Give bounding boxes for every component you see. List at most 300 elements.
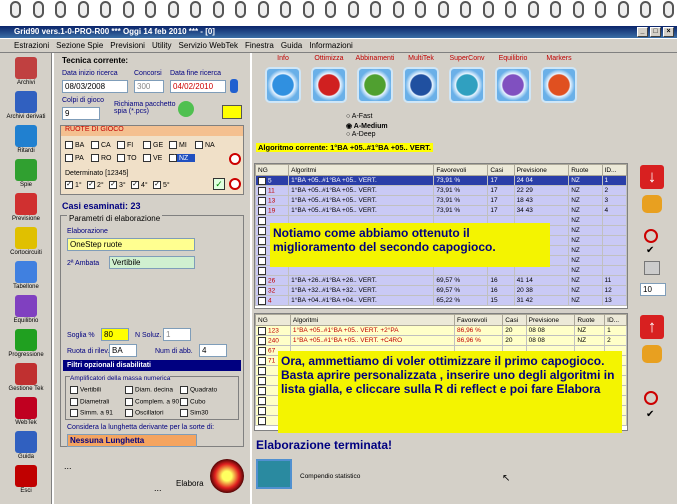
sidebar-item-4[interactable] xyxy=(0,193,52,222)
ellipsis: ... xyxy=(64,461,72,471)
table-cell: 17 xyxy=(488,196,514,206)
det-checkbox-2[interactable]: ✓ 3° xyxy=(110,181,126,189)
table-cell: 11 xyxy=(602,276,626,286)
table-cell: 1°BA +05..#1°BA +05.. VERT. xyxy=(289,196,434,206)
table-cell: 17 xyxy=(488,176,514,186)
table-cell: 08 08 xyxy=(526,336,575,346)
spiral-ring xyxy=(460,1,471,18)
table-cell xyxy=(602,266,626,276)
table-cell: NZ xyxy=(569,246,602,256)
column-header[interactable]: Favorevoli xyxy=(455,315,503,326)
table-row[interactable] xyxy=(256,186,627,196)
table-cell: NZ xyxy=(569,216,602,226)
table-row[interactable] xyxy=(256,196,627,206)
tool-button-superconv[interactable] xyxy=(449,67,485,103)
ruota-checkbox-VE[interactable]: VE xyxy=(143,154,169,162)
tool-button-multitek[interactable] xyxy=(403,67,439,103)
casi-esaminati: Casi esaminati: 23 xyxy=(62,201,141,211)
colpi-label: Colpi di gioco xyxy=(62,97,105,104)
menu-item-7[interactable]: Informazioni xyxy=(309,41,353,50)
table-cell xyxy=(602,226,626,236)
sidebar-label: WebTek xyxy=(15,420,37,426)
sidebar-item-6[interactable] xyxy=(0,261,52,290)
elab-select[interactable]: OneStep ruote xyxy=(67,238,195,251)
spiral-ring xyxy=(190,1,201,18)
tool-button-ottimizza[interactable] xyxy=(311,67,347,103)
table-cell: NZ xyxy=(569,296,602,306)
table-cell: 34 43 xyxy=(514,206,569,216)
table-row[interactable] xyxy=(256,176,627,186)
amp-group xyxy=(65,376,239,420)
table-cell: NZ xyxy=(569,276,602,286)
compendio-icon[interactable] xyxy=(256,459,292,489)
table-cell: 1°BA +05..#1°BA +05.. VERT. xyxy=(289,206,434,216)
menu-item-3[interactable]: Utility xyxy=(151,41,172,50)
det-checkbox-0[interactable]: ✓ 1° xyxy=(66,181,82,189)
table-cell xyxy=(602,256,626,266)
ruota-checkbox-PA[interactable]: PA xyxy=(65,154,91,162)
column-header[interactable]: Previsione xyxy=(526,315,575,326)
table-cell: 69,57 % xyxy=(434,286,488,296)
sidebar-item-11[interactable] xyxy=(0,431,52,460)
table-cell: 69,57 % xyxy=(434,276,488,286)
sidebar-icon xyxy=(15,125,37,147)
sidebar-label: Equilibrio xyxy=(13,318,39,324)
elabora-label: Elabora xyxy=(176,479,204,488)
table-row[interactable] xyxy=(256,336,627,346)
spiral-ring xyxy=(483,1,494,18)
mode-radio-2[interactable]: ○ A-Deep xyxy=(346,131,376,138)
filter-checkbox-3[interactable]: Diametrali xyxy=(70,398,125,406)
tool-label-2: Abbinamenti xyxy=(355,55,395,62)
spiral-ring xyxy=(618,1,629,18)
spiral-ring xyxy=(55,1,66,18)
det-checkbox-4[interactable]: ✓ 5° xyxy=(154,181,170,189)
table-cell: NZ xyxy=(569,266,602,276)
page-select[interactable]: 10 xyxy=(640,283,666,296)
column-header[interactable]: Favorevoli xyxy=(434,165,488,176)
bucket-icon-2[interactable] xyxy=(642,345,662,363)
tool-label-3: MultiTek xyxy=(408,55,434,62)
data-inizio-label: Data inizio ricerca xyxy=(62,70,118,77)
sidebar-icon xyxy=(15,431,37,453)
tool-button-equilibrio[interactable] xyxy=(495,67,531,103)
table-row[interactable] xyxy=(256,286,627,296)
sidebar-label: Ritardi xyxy=(17,148,35,154)
tool-label-0: Info xyxy=(277,55,289,62)
sidebar-item-1[interactable] xyxy=(0,91,52,120)
notebook-spiral xyxy=(0,0,677,22)
tool-button-info[interactable] xyxy=(265,67,301,103)
sidebar-label: Guida xyxy=(17,454,34,460)
table-cell: NZ xyxy=(575,326,605,336)
ruota-select[interactable]: BA xyxy=(109,344,137,357)
nsoluz-select[interactable]: 1 xyxy=(163,328,191,341)
spiral-ring xyxy=(370,1,381,18)
table-cell: 08 08 xyxy=(526,326,575,336)
algo-current: Algoritmo corrente: 1°BA +05..#1°BA +05.. VERT. xyxy=(258,143,431,152)
determinato-list xyxy=(65,180,175,189)
spiral-ring xyxy=(213,1,224,18)
sidebar-item-10[interactable] xyxy=(0,397,52,426)
toolbar xyxy=(252,53,582,113)
column-header[interactable]: Algoritmi xyxy=(290,315,454,326)
sidebar-label: Archivi derivati xyxy=(6,114,46,120)
title-bar xyxy=(0,26,677,38)
concorsi-input[interactable]: 300 xyxy=(134,80,164,93)
left-panel xyxy=(54,53,250,504)
colpi-select[interactable]: 9 xyxy=(62,107,100,120)
det-checkbox-3[interactable]: ✓ 4° xyxy=(132,181,148,189)
ruota-checkbox-NA[interactable]: NA xyxy=(195,141,221,149)
table-cell: 4 xyxy=(256,296,289,306)
sidebar-label: Tabellone xyxy=(13,284,39,290)
spiral-ring xyxy=(280,1,291,18)
table-cell: 123 xyxy=(256,326,291,336)
menu-item-2[interactable]: Previsioni xyxy=(110,41,145,50)
ruota-checkbox-GE[interactable]: GE xyxy=(143,141,169,149)
table-cell xyxy=(434,266,488,276)
amp-title: Amplificatori della massa numerica xyxy=(70,375,171,382)
arrow-up-button[interactable]: ↑ xyxy=(640,315,664,339)
ruota-checkbox-MI[interactable]: MI xyxy=(169,141,195,149)
mouse-cursor: ↖ xyxy=(502,473,511,484)
table-cell: 41 14 xyxy=(514,276,569,286)
bucket-icon[interactable] xyxy=(642,195,662,213)
sidebar-item-0[interactable] xyxy=(0,57,52,86)
ril-select[interactable]: 4 xyxy=(199,344,227,357)
table-cell: 4 xyxy=(602,206,626,216)
spiral-ring xyxy=(505,1,516,18)
spiral-ring xyxy=(663,1,674,18)
table-cell: 18 43 xyxy=(514,196,569,206)
table-row[interactable] xyxy=(256,326,627,336)
table-row[interactable] xyxy=(256,276,627,286)
table-cell: 2 xyxy=(602,186,626,196)
filtri-title[interactable]: Filtri opzionali disabilitati xyxy=(63,360,241,371)
table-cell xyxy=(514,266,569,276)
pen-icon[interactable] xyxy=(230,79,238,93)
table-cell: 15 xyxy=(488,296,514,306)
determinato-label: Determinato [12345] xyxy=(65,170,129,177)
clear-ruote-icon[interactable] xyxy=(229,153,241,165)
filter-checkbox-2[interactable]: Quadrato xyxy=(180,386,235,394)
window-title: Grid90 vers.1-0-PRO-R00 *** Oggi 14 feb 2010 *** - [0] xyxy=(14,27,215,36)
table-cell: NZ xyxy=(569,196,602,206)
check-icon[interactable]: ✔ xyxy=(646,245,655,256)
data-fine-label: Data fine ricerca xyxy=(170,70,221,77)
spiral-ring xyxy=(348,1,359,18)
ruote-title: RUOTE DI GIOCO xyxy=(61,126,243,136)
spiral-ring xyxy=(145,1,156,18)
table-cell: 20 xyxy=(503,326,526,336)
stop-icon-2[interactable] xyxy=(644,391,658,405)
table-cell: 71 xyxy=(256,356,291,366)
table-cell: 1°BA +32..#1°BA +32.. VERT. xyxy=(289,286,434,296)
menu-item-5[interactable]: Finestra xyxy=(244,41,274,50)
table-row[interactable] xyxy=(256,266,627,276)
table-cell: 73,91 % xyxy=(434,176,488,186)
sidebar-icon xyxy=(15,363,37,385)
table-cell: 73,91 % xyxy=(434,186,488,196)
sidebar-label: Progressione xyxy=(8,352,44,358)
sidebar-icon xyxy=(15,227,37,249)
table-cell: 2 xyxy=(605,336,627,346)
mode-radio-0[interactable]: ○ A-Fast xyxy=(346,113,373,120)
column-header[interactable]: Casi xyxy=(503,315,526,326)
ruota-checkbox-RO[interactable]: RO xyxy=(91,154,117,162)
column-header[interactable]: Casi xyxy=(488,165,514,176)
spiral-ring xyxy=(78,1,89,18)
minimize-button[interactable]: _ xyxy=(637,27,648,37)
ruota-checkbox-BA[interactable]: BA xyxy=(65,141,91,149)
table-cell: 11 xyxy=(256,186,289,196)
table-cell: 1°BA +04..#1°BA +04.. VERT. xyxy=(289,296,434,306)
ambata-select[interactable]: Vertibile xyxy=(109,256,195,269)
spiral-ring xyxy=(33,1,44,18)
nsoluz-label: N Soluz. xyxy=(135,332,162,339)
stop-icon[interactable] xyxy=(644,229,658,243)
table-cell: NZ xyxy=(575,336,605,346)
menu-item-0[interactable]: Estrazioni xyxy=(14,41,50,50)
sidebar-icon xyxy=(15,397,37,419)
sidebar-item-9[interactable] xyxy=(0,363,52,392)
table-cell: 20 xyxy=(503,336,526,346)
sidebar-label: Previsione xyxy=(11,216,40,222)
sidebar-item-2[interactable] xyxy=(0,125,52,154)
table-cell: 13 xyxy=(256,196,289,206)
check-icon-2[interactable]: ✔ xyxy=(646,409,655,420)
ril-label: Num di abb. xyxy=(155,348,193,355)
table-cell xyxy=(488,266,514,276)
table-cell xyxy=(289,266,434,276)
mode-radio-1[interactable]: ◉ A-Medium xyxy=(346,123,388,130)
color-swatch[interactable] xyxy=(222,105,242,119)
tool-button-markers[interactable] xyxy=(541,67,577,103)
table-cell: NZ xyxy=(569,236,602,246)
table-cell: 73,91 % xyxy=(434,206,488,216)
table-cell xyxy=(602,246,626,256)
tecnica-title: Tecnica corrente: xyxy=(62,56,129,65)
tool-label-4: SuperConv xyxy=(449,55,485,62)
sidebar-item-12[interactable] xyxy=(0,465,52,494)
lunghetta-label: Considera la lunghetta derivante per la sorte di: xyxy=(67,424,215,431)
column-header[interactable]: Previsione xyxy=(514,165,569,176)
table-row[interactable] xyxy=(256,206,627,216)
table-cell: 73,91 % xyxy=(434,196,488,206)
params-group xyxy=(60,215,244,447)
note-yellow: Ora, ammettiamo di voler ottimizzare il primo capogioco. Basta aprire personalizzata , inserire uno degli algoritmi in lista gialla, e cliccare sulla R di reflect e poi fare Elabora xyxy=(278,351,622,433)
column-header[interactable]: ID... xyxy=(602,165,626,176)
soglia-label: Soglia % xyxy=(67,332,95,339)
table-cell: 32 xyxy=(256,286,289,296)
filter-list xyxy=(70,385,236,419)
table-cell: 1°BA +05..#1°BA +05.. VERT. xyxy=(289,186,434,196)
printer-icon[interactable] xyxy=(644,261,660,275)
ambata-label: 2ª Ambata xyxy=(67,260,100,267)
filter-checkbox-4[interactable]: Complem. a 90 xyxy=(125,398,180,406)
table-cell: 12 xyxy=(602,286,626,296)
spiral-ring xyxy=(168,1,179,18)
filter-checkbox-6[interactable]: Simm. a 91 xyxy=(70,409,125,417)
sidebar-icon xyxy=(15,465,37,487)
tool-button-abbinamenti[interactable] xyxy=(357,67,393,103)
filter-checkbox-0[interactable]: Vertibili xyxy=(70,386,125,394)
table-cell: NZ xyxy=(569,226,602,236)
table-cell: NZ xyxy=(569,286,602,296)
sidebar-label: Spie xyxy=(19,182,32,188)
spiral-ring xyxy=(325,1,336,18)
table-row[interactable] xyxy=(256,296,627,306)
table-cell: 22 29 xyxy=(514,186,569,196)
column-header[interactable]: ID... xyxy=(605,315,627,326)
ellipsis2: ... xyxy=(154,483,162,493)
table-cell: 16 xyxy=(488,286,514,296)
sidebar xyxy=(0,53,52,504)
arrow-down-button[interactable]: ↓ xyxy=(640,165,664,189)
close-button[interactable]: × xyxy=(663,27,674,37)
clear-det-icon[interactable] xyxy=(229,178,241,190)
sidebar-item-3[interactable] xyxy=(0,159,52,188)
column-header[interactable]: Ruote xyxy=(569,165,602,176)
data-fine-input[interactable]: 04/02/2010 xyxy=(170,80,226,93)
sidebar-icon xyxy=(15,295,37,317)
table-cell: 26 xyxy=(256,276,289,286)
ruota-label: Ruota di rilev. xyxy=(67,348,110,355)
spiral-ring xyxy=(640,1,651,18)
table-cell: 1 xyxy=(605,326,627,336)
sidebar-item-8[interactable] xyxy=(0,329,52,358)
maximize-button[interactable]: □ xyxy=(650,27,661,37)
tool-label-6: Markers xyxy=(546,55,572,62)
table-cell: 240 xyxy=(256,336,291,346)
spiral-ring xyxy=(235,1,246,18)
table-cell: 1°BA +05..#1°BA +05.. VERT. xyxy=(289,176,434,186)
table-cell: 31 42 xyxy=(514,296,569,306)
tool-label-1: Ottimizza xyxy=(314,55,344,62)
filter-checkbox-8[interactable]: Sim30 xyxy=(180,409,235,417)
sidebar-item-5[interactable] xyxy=(0,227,52,256)
table-cell: 1°BA +05..#1°BA +05.. VERT. +C4RO xyxy=(290,336,454,346)
table-cell: NZ xyxy=(569,206,602,216)
table-cell: 19 xyxy=(256,206,289,216)
table-cell: 5 xyxy=(256,176,289,186)
spiral-ring xyxy=(438,1,449,18)
filter-checkbox-1[interactable]: Diam. decina xyxy=(125,386,180,394)
table-cell: 3 xyxy=(602,196,626,206)
table-cell: 1°BA +05..#1°BA +05.. VERT. +2°PA xyxy=(290,326,454,336)
table-cell: 86,96 % xyxy=(455,336,503,346)
column-header[interactable]: NG xyxy=(256,315,291,326)
soglia-select[interactable]: 80 xyxy=(101,328,129,341)
params-title: Parametri di elaborazione xyxy=(69,214,161,223)
sidebar-icon xyxy=(15,57,37,79)
table-cell xyxy=(602,216,626,226)
ruote-group xyxy=(60,125,244,195)
table-cell: NZ xyxy=(569,186,602,196)
table-cell: 86,96 % xyxy=(455,326,503,336)
spiral-ring xyxy=(550,1,561,18)
table-cell: 1 xyxy=(602,176,626,186)
menu-item-1[interactable]: Sezione Spie xyxy=(56,41,104,50)
det-checkbox-1[interactable]: ✓ 2° xyxy=(88,181,104,189)
ruota-checkbox-CA[interactable]: CA xyxy=(91,141,117,149)
mode-options xyxy=(346,113,388,140)
menu-item-6[interactable]: Guida xyxy=(280,41,303,50)
sidebar-icon xyxy=(15,159,37,181)
concorsi-label: Concorsi xyxy=(134,70,162,77)
sidebar-label: Esci xyxy=(20,488,32,494)
table-cell xyxy=(256,266,289,276)
spiral-ring xyxy=(528,1,539,18)
spiral-ring xyxy=(123,1,134,18)
table-cell: 17 xyxy=(488,206,514,216)
ruote-list xyxy=(65,140,245,166)
ruota-checkbox-TO[interactable]: TO xyxy=(117,154,143,162)
sidebar-label: Archivi xyxy=(16,80,35,86)
elab-label: Elaborazione xyxy=(67,228,108,235)
data-inizio-input[interactable]: 08/03/2008 xyxy=(62,80,128,93)
column-header[interactable]: Algoritmi xyxy=(289,165,434,176)
table-cell: 20 38 xyxy=(514,286,569,296)
table-cell: 1°BA +26..#1°BA +26.. VERT. xyxy=(289,276,434,286)
table-cell: 67 xyxy=(256,346,291,356)
filter-checkbox-7[interactable]: Oscillatori xyxy=(125,409,180,417)
table-cell xyxy=(602,236,626,246)
note-blue: Notiamo come abbiamo ottenuto il miglioramento del secondo capogioco. xyxy=(270,223,550,267)
check-all-icon[interactable]: ✓ xyxy=(213,178,225,190)
table-cell: NZ xyxy=(569,176,602,186)
table-cell: 24 04 xyxy=(514,176,569,186)
ruota-checkbox-NZ[interactable]: ✓ NZ xyxy=(169,154,195,162)
sidebar-label: Cortocircuiti xyxy=(10,250,42,256)
spiral-ring xyxy=(100,1,111,18)
spiral-ring xyxy=(10,1,21,18)
spiral-ring xyxy=(393,1,404,18)
table-cell: 13 xyxy=(602,296,626,306)
spiral-ring xyxy=(573,1,584,18)
sidebar-icon xyxy=(15,193,37,215)
done-label: Elaborazione terminata! xyxy=(256,438,393,452)
right-panel xyxy=(252,53,677,504)
pacchetto-label: Richiama pacchetto spia (*.pcs) xyxy=(114,101,176,115)
table-cell: NZ xyxy=(569,256,602,266)
column-header[interactable]: NG xyxy=(256,165,289,176)
menu-bar xyxy=(0,39,677,53)
sidebar-icon xyxy=(15,91,37,113)
table-cell: 16 xyxy=(488,276,514,286)
spiral-ring xyxy=(595,1,606,18)
lunghetta-select[interactable]: Nessuna Lunghetta xyxy=(67,434,197,447)
compendio-label: Compendio statistico xyxy=(300,473,361,480)
table-cell: 17 xyxy=(488,186,514,196)
filter-checkbox-5[interactable]: Cubo xyxy=(180,398,235,406)
menu-item-4[interactable]: Servizio WebTek xyxy=(178,41,238,50)
sidebar-item-7[interactable] xyxy=(0,295,52,324)
spiral-ring xyxy=(258,1,269,18)
table-cell: 65,22 % xyxy=(434,296,488,306)
column-header[interactable]: Ruote xyxy=(575,315,605,326)
pacchetto-icon[interactable] xyxy=(178,101,194,117)
elabora-button[interactable] xyxy=(210,459,244,493)
spiral-ring xyxy=(415,1,426,18)
ruota-checkbox-FI[interactable]: FI xyxy=(117,141,143,149)
tool-label-5: Equilibrio xyxy=(498,55,528,62)
spiral-ring xyxy=(303,1,314,18)
sidebar-icon xyxy=(15,329,37,351)
sidebar-label: Gestione Tek xyxy=(8,386,44,392)
sidebar-icon xyxy=(15,261,37,283)
